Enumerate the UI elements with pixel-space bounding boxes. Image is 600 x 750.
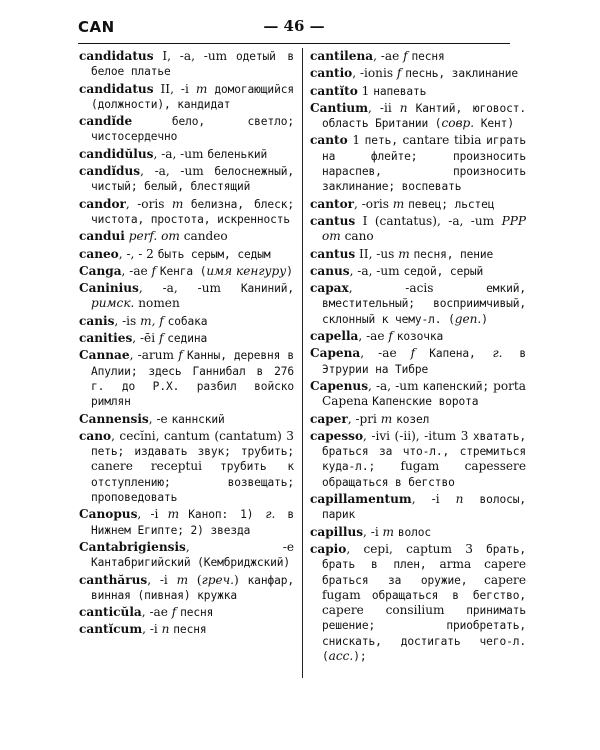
entry-text: капенский; (422, 379, 490, 393)
headword: candidŭlus (79, 146, 154, 161)
entry-text: f (178, 348, 183, 363)
dictionary-entry (310, 492, 526, 523)
entry-text: , -a, -um (349, 263, 404, 278)
dictionary-entry (79, 247, 294, 262)
entry-text: f (410, 346, 416, 361)
dictionary-entry (310, 264, 526, 279)
entry-text: , -arum (129, 348, 179, 363)
entry-text: Кантабригийский (Кембриджский) (91, 556, 291, 570)
dictionary-entry (79, 264, 294, 279)
entry-text: ) (234, 572, 248, 587)
headword: cantio (310, 66, 353, 81)
dictionary-entry (310, 379, 526, 410)
dictionary-entry (79, 82, 294, 113)
entry-text: волос (397, 525, 432, 539)
dictionary-entry (79, 114, 294, 145)
entry-text: белоснежный, чистый; белый, блестящий (91, 165, 294, 194)
dictionary-entry (79, 147, 294, 162)
headword: capio (310, 541, 347, 556)
entry-text: , -ae (360, 346, 411, 361)
entry-text: седой, серый (403, 264, 484, 278)
headword: cantus (310, 246, 356, 261)
entry-text: ) (286, 264, 293, 278)
headword: cano (79, 428, 112, 443)
dictionary-entry (310, 412, 526, 427)
entry-text: , -oris (125, 196, 172, 211)
entry-text (183, 197, 190, 211)
entry-text: I (cantatus), -a, -um (355, 213, 502, 228)
entry-text: Каниний, (240, 282, 294, 296)
entry-text: ( (188, 572, 202, 587)
entry-text: f (158, 331, 164, 346)
dictionary-entry (79, 622, 294, 637)
entry-text: играть на флейте; произносить нараспев, произносить заклинание; воспевать (322, 134, 526, 194)
entry-text: , -is (114, 313, 141, 328)
dictionary-entry (310, 197, 526, 212)
entry-text: обращаться в бегство (322, 475, 455, 489)
entry-text: fugam capessere (375, 459, 526, 474)
entry-text: Кантий, юговост. область Британии ( (322, 101, 526, 131)
entry-text: брать, брать в плен, (322, 542, 526, 572)
headword: Cannensis (79, 411, 149, 426)
entry-text: в Нижнем Египте; 2) звезда (91, 508, 294, 537)
entry-text: cantare tibia (397, 133, 487, 148)
dictionary-entry (310, 346, 526, 377)
entry-text: capere consilium (322, 603, 467, 618)
entry-text: напевать (373, 84, 427, 98)
dictionary-entry (310, 49, 526, 64)
headword: Canopus (79, 507, 138, 522)
headword: caneo (79, 246, 119, 261)
entry-text: f (388, 329, 393, 344)
entry-text: песня (173, 623, 207, 637)
entry-text: I, -a, -um (153, 49, 236, 63)
entry-text: , -a, -um (368, 378, 423, 393)
headword: caper (310, 411, 348, 426)
entry-text: в Этрурии на Тибре (322, 347, 526, 376)
dictionary-entry (310, 101, 526, 132)
entry-text: греч. (201, 572, 235, 587)
entry-text: , -ivi (-ii), -itum 3 (363, 428, 473, 443)
entry-text: каннский (171, 412, 225, 426)
dictionary-entry (310, 66, 526, 81)
headword: Cantium (310, 100, 369, 115)
headword: capesso (310, 428, 364, 443)
entry-text (408, 101, 416, 115)
dictionary-entry (310, 84, 526, 99)
headword: candui (79, 229, 125, 244)
entry-text: m (382, 524, 395, 539)
entry-text: волосы, парик (322, 493, 526, 522)
entry-text: трубить к отступлению; возвещать; проповедовать (91, 460, 294, 505)
page-header (78, 16, 510, 42)
dictionary-entry (79, 281, 294, 312)
entry-text: певец; льстец (408, 197, 495, 211)
entry-text: канфар, винная (пивная) кружка (91, 573, 294, 602)
dictionary-entry (310, 247, 526, 262)
page-number: — 46 — (263, 17, 325, 35)
entry-text: г. (265, 507, 276, 522)
entry-text: , -e (185, 539, 294, 554)
dictionary-entry (79, 412, 294, 427)
right-column (310, 49, 526, 666)
entry-text: , -i (142, 622, 162, 637)
entry-text: петь; издавать звук; трубить; (91, 445, 294, 459)
entry-text: candeo (179, 229, 228, 244)
entry-text: совр. (441, 116, 475, 131)
entry-text: принимать решение; приобретать, снискать, достигать чего-л. ( (322, 604, 526, 663)
entry-text: , -i (411, 492, 456, 507)
dictionary-entry (310, 214, 526, 245)
headword: canthărus (79, 572, 148, 587)
entry-text: Канны, деревня в Апулии; здесь Ганнибал в 276 г. до Р.Х. разбил войско римлян (91, 349, 294, 409)
entry-text: ) (481, 312, 488, 326)
entry-text: ); (353, 649, 367, 663)
entry-text: canere receptui (91, 459, 221, 474)
headword: cantor (310, 196, 355, 211)
entry-text: Кенга ( (159, 264, 207, 278)
entry-text: m (171, 196, 184, 211)
header-rule (78, 43, 510, 44)
dictionary-entry (79, 331, 294, 346)
entry-text: arma capere (426, 557, 526, 572)
entry-text: г. (492, 346, 503, 361)
entry-text: m (195, 81, 208, 96)
headword: candidatus (79, 49, 154, 63)
headword: Canga (79, 263, 122, 278)
headword: canticŭla (79, 605, 142, 620)
entry-text: собака (167, 314, 208, 328)
entry-text: , -ionis (352, 66, 397, 81)
headword: capella (310, 329, 359, 344)
entry-text: беленький (207, 147, 268, 161)
headword: canus (310, 263, 350, 278)
entry-text: одетый в белое платье (91, 50, 294, 79)
entry-text: хватать, браться за что-л., стремиться куда-л.; (322, 429, 526, 474)
headword: candĭde (79, 114, 133, 129)
entry-text: f (151, 263, 157, 278)
entry-text: домогающийся (должности), кандидат (91, 82, 294, 111)
entry-text: m (380, 411, 393, 426)
entry-text: Капена, (429, 347, 493, 361)
entry-text: козел (396, 412, 430, 426)
entry-text: седина (167, 332, 208, 346)
entry-text: , -i (147, 572, 177, 587)
entry-text: песня (411, 50, 445, 63)
entry-text: , -e (148, 411, 172, 426)
entry-text: f (396, 66, 402, 81)
dictionary-entry (310, 542, 526, 664)
entry-text: , -a, -um (138, 281, 241, 296)
entry-text: емкий, вместительный; восприимчивый, склонный к чему-л. ( (322, 282, 526, 326)
headword: cantĭto (310, 83, 358, 98)
entry-text: m (398, 246, 410, 261)
entry-text: , -a, -um (153, 146, 208, 161)
entry-text (415, 346, 429, 360)
entry-text: Капенские ворота (372, 395, 479, 409)
headword: candor (79, 196, 126, 211)
left-column (79, 49, 294, 640)
entry-text: gen. (454, 311, 482, 326)
entry-text: быть серым, седым (157, 247, 271, 261)
headword: cantus (310, 213, 356, 228)
dictionary-entry (310, 133, 526, 194)
column-divider (302, 48, 303, 678)
entry-text: acc. (328, 648, 354, 663)
entry-text: capere fugam (322, 572, 526, 602)
headword: Capenus (310, 378, 369, 393)
entry-text: Каноп: 1) (188, 508, 266, 522)
dictionary-entry (79, 229, 294, 244)
entry-text: песня (180, 606, 214, 620)
dictionary-entry (310, 429, 526, 490)
entry-text: козочка (396, 330, 444, 344)
entry-text: m, f (140, 313, 164, 328)
dictionary-entry (79, 348, 294, 409)
headword: candĭdus (79, 164, 141, 179)
entry-text: II, -i (153, 81, 196, 96)
entry-text: песнь, заклинание (405, 67, 519, 81)
dictionary-entry (79, 197, 294, 228)
entry-text: n (161, 622, 170, 637)
entry-text: Кент) (474, 117, 514, 131)
entry-text: белизна, блеск; чистота, простота, искренность (91, 197, 294, 226)
headword: capillamentum (310, 492, 412, 507)
entry-text: имя кенгуру (206, 263, 287, 278)
dictionary-entry (79, 573, 294, 604)
dictionary-entry (79, 429, 294, 505)
entry-text: f (171, 605, 177, 620)
entry-text: , -a, -um (140, 164, 215, 179)
entry-text: , -ii (368, 100, 400, 115)
entry-text: песня, пение (413, 247, 494, 261)
headword: candidatus (79, 81, 154, 96)
headword: canities (79, 331, 133, 346)
entry-text: петь, (364, 134, 398, 148)
headword: capillus (310, 524, 364, 539)
entry-text: m (176, 572, 189, 587)
headword: canto (310, 133, 348, 148)
entry-text: , cecĭni, cantum (cantatum) 3 (111, 428, 294, 443)
entry-text: , -i (363, 524, 383, 539)
entry-text: perf. от (128, 229, 180, 244)
headword: Cannae (79, 348, 130, 363)
entry-text (463, 492, 479, 506)
entry-text: nomen (134, 296, 180, 311)
running-head: CAN (78, 18, 115, 36)
dictionary-entry (310, 525, 526, 540)
headword: Capena (310, 346, 361, 361)
entry-text (179, 507, 188, 521)
entry-text: 1 (357, 83, 374, 98)
headword: canis (79, 313, 115, 328)
dictionary-entry (310, 329, 526, 344)
entry-text: 1 (347, 133, 365, 148)
entry-text: II, -us (355, 246, 399, 261)
headword: Caninius (79, 281, 139, 296)
entry-text: , -ae (141, 605, 172, 620)
headword: cantĭcum (79, 622, 143, 637)
dictionary-entry (79, 49, 294, 80)
dictionary-entry (79, 507, 294, 538)
entry-text: , -pri (347, 411, 381, 426)
dictionary-entry (79, 164, 294, 195)
entry-text: cano (340, 229, 374, 244)
entry-text: , -ēi (132, 331, 159, 346)
entry-text: бело, светло; чистосердечно (91, 115, 294, 144)
dictionary-entry (79, 314, 294, 329)
entry-text: , -oris (354, 196, 393, 211)
entry-text: m (167, 507, 180, 522)
entry-text: , cepi, captum 3 (346, 541, 487, 556)
headword: capax (310, 281, 349, 296)
entry-text: m (392, 196, 405, 211)
dictionary-entry (79, 605, 294, 620)
entry-text: , -i (137, 507, 168, 522)
entry-text: обращаться в бегство, (371, 588, 526, 602)
entry-text (132, 114, 172, 128)
entry-text: , -acis (348, 281, 487, 296)
entry-text: f (403, 49, 408, 63)
entry-text: браться за оружие, (322, 573, 468, 587)
dictionary-entry (310, 281, 526, 327)
entry-text: , -ae (121, 263, 152, 278)
headword: cantilena (310, 49, 374, 63)
entry-text: PPP от (322, 213, 526, 244)
dictionary-entry (79, 540, 294, 571)
headword: Cantabrigiensis (79, 539, 186, 554)
entry-text: , -ae (373, 49, 404, 63)
entry-text: n (399, 100, 408, 115)
entry-text: , -, - 2 (118, 246, 158, 261)
entry-text: porta Capena (322, 378, 526, 409)
entry-text: римск. (91, 296, 135, 311)
entry-text: n (455, 492, 464, 507)
entry-text: , -ae (358, 329, 389, 344)
